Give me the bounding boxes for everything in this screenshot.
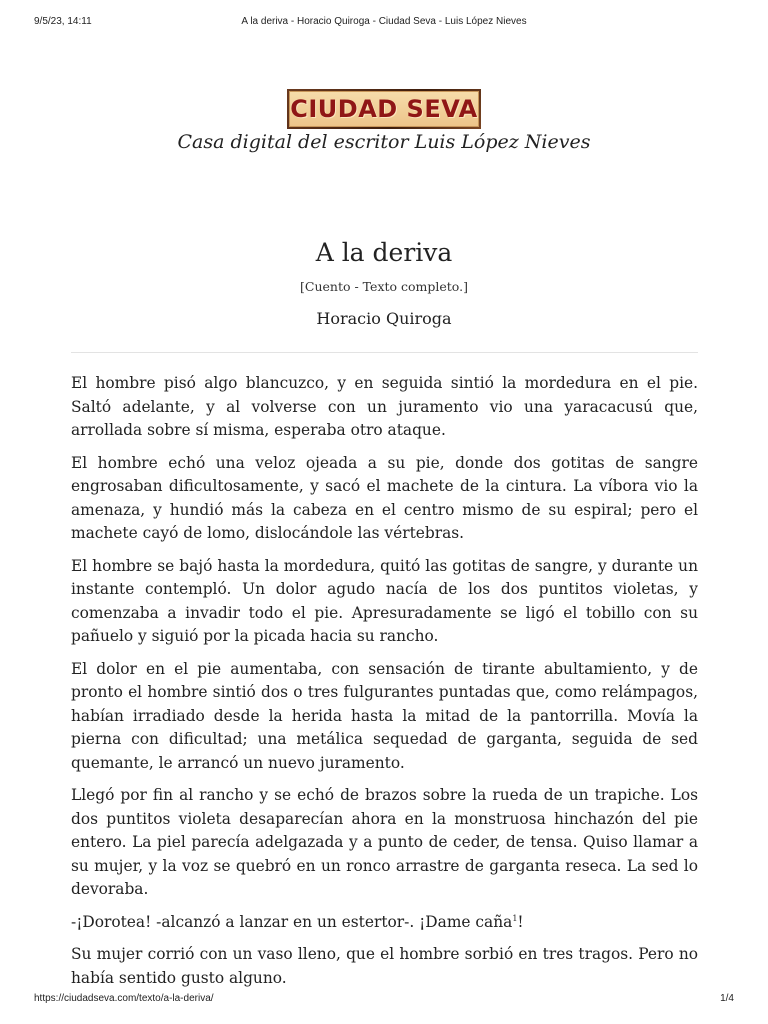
story-paragraph: El hombre echó una veloz ojeada a su pie, donde dos gotitas de sangre engrosaban dificultosamente, y sacó el machete de la cintura. La víbora vio la amenaza, y hundió más la cabeza en el centro mismo de su espiral; pero el machete cayó de lomo, dislocándole las vértebras.	[71, 453, 698, 542]
story-dialogue	[71, 911, 698, 935]
print-date: 9/5/23, 14:11	[34, 16, 92, 27]
story-body	[71, 372, 698, 999]
print-page-number: 1/4	[720, 993, 734, 1004]
site-logo[interactable]	[287, 89, 481, 129]
story-paragraph: Llegó por fin al rancho y se echó de brazos sobre la rueda de un trapiche. Los dos puntitos violeta desaparecían ahora en la monstruosa hinchazón del pie entero. La piel parecía adelgazada y a punto de ceder, de tensa. Quiso llamar a su mujer, y la voz se quebró en un ronco arrastre de garganta reseca. La sed lo devoraba.	[71, 786, 698, 898]
print-page-title: A la deriva - Horacio Quiroga - Ciudad Seva - Luis López Nieves	[241, 16, 527, 27]
story-paragraph: El hombre se bajó hasta la mordedura, quitó las gotitas de sangre, y durante un instante contempló. Un dolor agudo nacía de los dos puntitos violetas, y comenzaba a invadir todo el pie. Apresuradamente se ligó el tobillo con su pañuelo y siguió por la picada hacia su rancho.	[71, 556, 698, 645]
print-url: https://ciudadseva.com/texto/a-la-deriva/	[34, 993, 214, 1004]
dialogue-text: -¡Dorotea! -alcanzó a lanzar en un estertor-. ¡Dame caña	[71, 912, 513, 931]
story-title: A la deriva	[315, 238, 453, 267]
site-logo-text: CIUDAD SEVA	[289, 91, 479, 127]
print-header	[34, 16, 734, 30]
site-logo-container	[0, 89, 768, 129]
story-paragraph: El dolor en el pie aumentaba, con sensación de tirante abultamiento, y de pronto el hombre sintió dos o tres fulgurantes puntadas que, como relámpagos, habían irradiado desde la herida hasta la mitad de la pantorrilla. Movía la pierna con dificultad; una metálica sequedad de garganta, seguida de sed quemante, le arrancó un nuevo juramento.	[71, 659, 698, 772]
story-paragraph: Su mujer corrió con un vaso lleno, que el hombre sorbió en tres tragos. Pero no había sentido gusto alguno.	[71, 945, 698, 987]
divider	[71, 352, 698, 353]
story-subtitle: [Cuento - Texto completo.]	[300, 279, 468, 294]
site-tagline: Casa digital del escritor Luis López Nieves	[177, 131, 591, 153]
story-author: Horacio Quiroga	[316, 309, 452, 328]
story-paragraph: El hombre pisó algo blancuzco, y en seguida sintió la mordedura en el pie. Saltó adelante, y al volverse con un juramento vio una yaracacusú que, arrollada sobre sí misma, esperaba otro ataque.	[71, 374, 698, 439]
footnote-ref[interactable]: 1	[512, 913, 518, 923]
print-footer	[34, 993, 734, 1007]
dialogue-end: !	[517, 912, 524, 931]
